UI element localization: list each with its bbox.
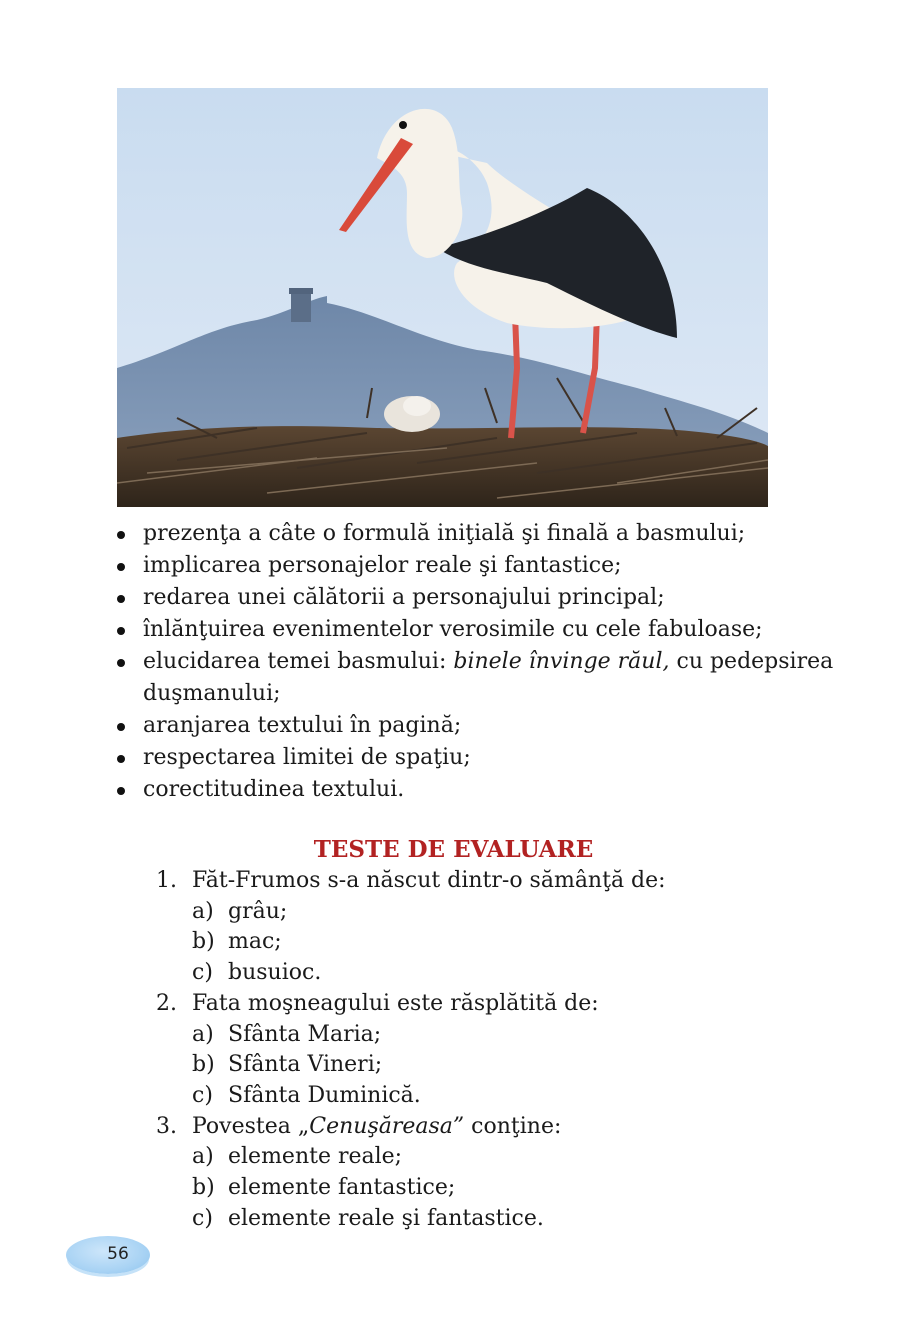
- bullet-icon: [117, 659, 125, 667]
- option-letter: a): [192, 1021, 214, 1047]
- question: [156, 1112, 836, 1235]
- question-number: 3.: [156, 1113, 177, 1139]
- option-text: Sfânta Vineri;: [228, 1052, 383, 1078]
- answer-option[interactable]: [156, 897, 836, 928]
- option-letter: c): [192, 960, 213, 986]
- test-questions: [156, 866, 836, 1234]
- question: [156, 989, 836, 1112]
- answer-option[interactable]: [156, 1142, 836, 1173]
- option-letter: a): [192, 898, 214, 924]
- question-text: Făt-Frumos s-a născut dintr-o sămânţă de:: [192, 868, 666, 893]
- option-text: elemente reale;: [228, 1144, 403, 1170]
- answer-option[interactable]: [156, 1081, 836, 1112]
- bullet-icon: [117, 595, 125, 603]
- bullet-icon: [117, 755, 125, 763]
- answer-option[interactable]: [156, 1050, 836, 1081]
- question-text: Povestea „Cenuşăreasa” conţine:: [192, 1113, 562, 1139]
- list-item: elucidarea temei basmului: binele învinge răul, cu pedepsirea duşmanului;: [113, 646, 853, 710]
- option-text: Sfânta Duminică.: [228, 1082, 421, 1108]
- list-item: implicarea personajelor reale şi fantastice;: [113, 550, 853, 582]
- bullet-icon: [117, 563, 125, 571]
- bullet-icon: [117, 627, 125, 635]
- answer-option[interactable]: [156, 1020, 836, 1051]
- option-letter: a): [192, 1144, 214, 1170]
- section-title: TESTE DE EVALUARE: [313, 836, 594, 863]
- question-number: 1.: [156, 868, 177, 893]
- answer-option[interactable]: [156, 1204, 836, 1235]
- criteria-list: [113, 518, 853, 806]
- option-letter: b): [192, 929, 215, 955]
- option-letter: c): [192, 1082, 213, 1108]
- answer-option[interactable]: [156, 1173, 836, 1204]
- answer-option[interactable]: [156, 927, 836, 958]
- question-number: 2.: [156, 990, 177, 1016]
- list-item: aranjarea textului în pagină;: [113, 710, 853, 742]
- option-letter: c): [192, 1205, 213, 1231]
- option-text: elemente reale şi fantastice.: [228, 1205, 544, 1231]
- question-text: Fata moşneagului este răsplătită de:: [192, 990, 599, 1016]
- answer-option[interactable]: [156, 958, 836, 989]
- stork-photo: [117, 88, 768, 507]
- list-item: înlănţuirea evenimentelor verosimile cu cele fabuloase;: [113, 614, 853, 646]
- option-text: grâu;: [228, 898, 288, 924]
- italic-phrase: binele învinge răul,: [453, 649, 670, 674]
- option-text: mac;: [228, 929, 282, 955]
- list-item: corectitudinea textului.: [113, 774, 853, 806]
- option-text: elemente fantastice;: [228, 1175, 456, 1201]
- option-text: busuioc.: [228, 960, 322, 986]
- bullet-icon: [117, 531, 125, 539]
- italic-title: Cenuşăreasa”: [309, 1113, 465, 1139]
- list-item: prezenţa a câte o formulă iniţială şi finală a basmului;: [113, 518, 853, 550]
- option-text: Sfânta Maria;: [228, 1021, 382, 1047]
- page-number: 56: [107, 1244, 129, 1264]
- option-letter: b): [192, 1175, 215, 1201]
- bullet-icon: [117, 787, 125, 795]
- list-item: respectarea limitei de spaţiu;: [113, 742, 853, 774]
- question: [156, 866, 836, 989]
- bullet-icon: [117, 723, 125, 731]
- option-letter: b): [192, 1052, 215, 1078]
- list-item: redarea unei călătorii a personajului principal;: [113, 582, 853, 614]
